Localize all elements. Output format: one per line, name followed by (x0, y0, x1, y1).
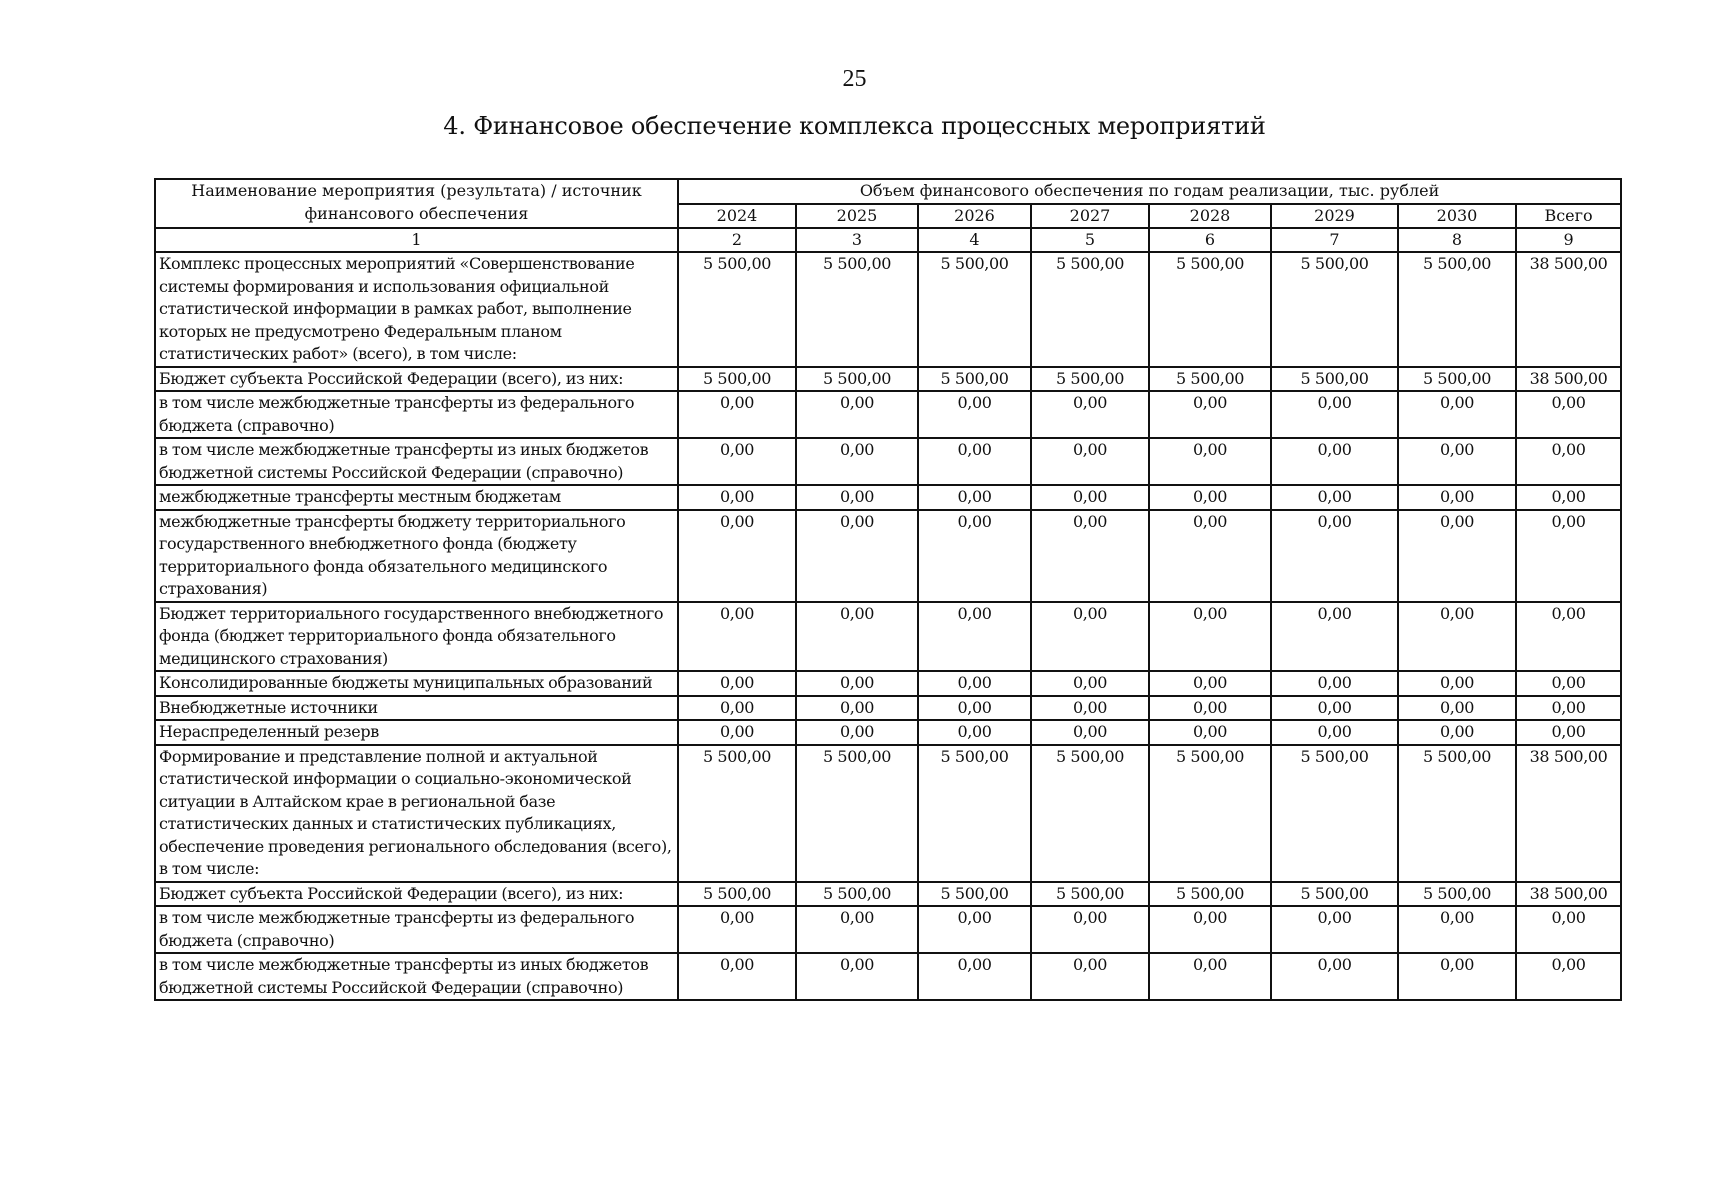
value-cell: 0,00 (678, 671, 796, 696)
table-body (155, 252, 1621, 1000)
header-row-column-numbers (155, 228, 1621, 252)
value-cell: 0,00 (1149, 696, 1271, 721)
value-cell: 5 500,00 (1271, 882, 1398, 907)
value-cell: 0,00 (1516, 953, 1621, 1000)
value-cell: 0,00 (918, 906, 1031, 953)
year-header: 2030 (1398, 204, 1516, 229)
value-cell: 5 500,00 (796, 252, 918, 367)
value-cell: 0,00 (1271, 696, 1398, 721)
value-cell: 0,00 (1516, 696, 1621, 721)
value-cell: 0,00 (678, 485, 796, 510)
value-cell: 5 500,00 (1398, 367, 1516, 392)
value-cell: 5 500,00 (1271, 252, 1398, 367)
column-number: 9 (1516, 228, 1621, 252)
value-cell: 38 500,00 (1516, 367, 1621, 392)
column-number: 2 (678, 228, 796, 252)
value-cell: 0,00 (1398, 485, 1516, 510)
value-cell: 0,00 (1271, 602, 1398, 672)
value-cell: 5 500,00 (918, 882, 1031, 907)
value-cell: 38 500,00 (1516, 252, 1621, 367)
value-cell: 0,00 (678, 953, 796, 1000)
table-row (155, 391, 1621, 438)
value-cell: 0,00 (796, 720, 918, 745)
table-row (155, 252, 1621, 367)
value-cell: 0,00 (1031, 602, 1149, 672)
value-cell: 0,00 (1149, 671, 1271, 696)
row-label: Бюджет территориального государственного внебюджетного фонда (бюджет территориального фонда обязательного медицинского страхования) (155, 602, 678, 672)
column-number: 6 (1149, 228, 1271, 252)
value-cell: 5 500,00 (1398, 252, 1516, 367)
value-cell: 0,00 (1516, 391, 1621, 438)
table-row (155, 882, 1621, 907)
column-number: 5 (1031, 228, 1149, 252)
row-label: в том числе межбюджетные трансферты из федерального бюджета (справочно) (155, 391, 678, 438)
value-cell: 0,00 (918, 438, 1031, 485)
year-header: 2024 (678, 204, 796, 229)
value-cell: 0,00 (1149, 391, 1271, 438)
value-cell: 0,00 (1398, 720, 1516, 745)
value-cell: 0,00 (678, 720, 796, 745)
value-cell: 0,00 (918, 602, 1031, 672)
name-column-header: Наименование мероприятия (результата) / источник финансового обеспечения (155, 179, 678, 228)
value-cell: 0,00 (1149, 602, 1271, 672)
value-cell: 5 500,00 (1031, 252, 1149, 367)
value-cell: 0,00 (796, 906, 918, 953)
row-label: в том числе межбюджетные трансферты из иных бюджетов бюджетной системы Российской Федерации (справочно) (155, 953, 678, 1000)
value-cell: 5 500,00 (1031, 745, 1149, 882)
row-label: Бюджет субъекта Российской Федерации (всего), из них: (155, 882, 678, 907)
value-cell: 5 500,00 (678, 367, 796, 392)
value-cell: 0,00 (1516, 485, 1621, 510)
value-cell: 0,00 (1149, 720, 1271, 745)
value-cell: 0,00 (1031, 953, 1149, 1000)
value-cell: 38 500,00 (1516, 882, 1621, 907)
value-cell: 0,00 (678, 510, 796, 602)
value-cell: 5 500,00 (796, 367, 918, 392)
financing-group-header: Объем финансового обеспечения по годам реализации, тыс. рублей (678, 179, 1621, 204)
year-header: 2027 (1031, 204, 1149, 229)
table-row (155, 953, 1621, 1000)
value-cell: 0,00 (1398, 510, 1516, 602)
row-label: в том числе межбюджетные трансферты из иных бюджетов бюджетной системы Российской Федерации (справочно) (155, 438, 678, 485)
value-cell: 0,00 (1031, 391, 1149, 438)
value-cell: 0,00 (1149, 510, 1271, 602)
header-row-1 (155, 179, 1621, 204)
value-cell: 0,00 (796, 696, 918, 721)
row-label: межбюджетные трансферты местным бюджетам (155, 485, 678, 510)
value-cell: 5 500,00 (678, 745, 796, 882)
row-label: Внебюджетные источники (155, 696, 678, 721)
value-cell: 5 500,00 (918, 252, 1031, 367)
value-cell: 0,00 (1271, 671, 1398, 696)
value-cell: 0,00 (678, 906, 796, 953)
value-cell: 0,00 (1271, 438, 1398, 485)
value-cell: 0,00 (918, 671, 1031, 696)
table-row (155, 510, 1621, 602)
value-cell: 38 500,00 (1516, 745, 1621, 882)
year-header: 2028 (1149, 204, 1271, 229)
value-cell: 0,00 (918, 510, 1031, 602)
column-number: 8 (1398, 228, 1516, 252)
value-cell: 0,00 (1149, 953, 1271, 1000)
value-cell: 0,00 (1149, 485, 1271, 510)
value-cell: 0,00 (1149, 438, 1271, 485)
value-cell: 0,00 (1516, 510, 1621, 602)
value-cell: 5 500,00 (1149, 252, 1271, 367)
page-number: 25 (842, 66, 867, 92)
value-cell: 0,00 (1031, 485, 1149, 510)
table-row (155, 671, 1621, 696)
value-cell: 0,00 (918, 696, 1031, 721)
value-cell: 5 500,00 (1398, 745, 1516, 882)
table-row (155, 906, 1621, 953)
year-header: Всего (1516, 204, 1621, 229)
value-cell: 5 500,00 (1271, 745, 1398, 882)
table-row (155, 720, 1621, 745)
table-row (155, 438, 1621, 485)
value-cell: 0,00 (918, 953, 1031, 1000)
row-label: Комплекс процессных мероприятий «Совершенствование системы формирования и использования официальной статистической информации в рамках работ, выполнение которых не предусмотрено Федеральным планом статистических работ» (всего), в том числе: (155, 252, 678, 367)
value-cell: 0,00 (796, 602, 918, 672)
value-cell: 5 500,00 (1149, 882, 1271, 907)
page-title: 4. Финансовое обеспечение комплекса процессных мероприятий (443, 112, 1266, 140)
value-cell: 0,00 (796, 671, 918, 696)
row-label: межбюджетные трансферты бюджету территориального государственного внебюджетного фонда (бюджету территориального фонда обязательного медицинского страхования) (155, 510, 678, 602)
value-cell: 5 500,00 (1271, 367, 1398, 392)
value-cell: 0,00 (1398, 391, 1516, 438)
table-row (155, 696, 1621, 721)
value-cell: 5 500,00 (918, 367, 1031, 392)
value-cell: 0,00 (918, 391, 1031, 438)
value-cell: 0,00 (1271, 485, 1398, 510)
value-cell: 0,00 (1398, 953, 1516, 1000)
value-cell: 0,00 (1398, 602, 1516, 672)
value-cell: 0,00 (1031, 720, 1149, 745)
value-cell: 5 500,00 (1031, 367, 1149, 392)
value-cell: 0,00 (678, 696, 796, 721)
table-row (155, 745, 1621, 882)
column-number: 3 (796, 228, 918, 252)
value-cell: 0,00 (1271, 953, 1398, 1000)
value-cell: 0,00 (1031, 696, 1149, 721)
year-header: 2025 (796, 204, 918, 229)
value-cell: 5 500,00 (1149, 745, 1271, 882)
value-cell: 5 500,00 (1398, 882, 1516, 907)
value-cell: 0,00 (796, 485, 918, 510)
row-label: в том числе межбюджетные трансферты из федерального бюджета (справочно) (155, 906, 678, 953)
value-cell: 0,00 (678, 438, 796, 485)
value-cell: 0,00 (796, 391, 918, 438)
value-cell: 5 500,00 (918, 745, 1031, 882)
value-cell: 0,00 (1516, 671, 1621, 696)
value-cell: 0,00 (1398, 438, 1516, 485)
value-cell: 0,00 (796, 438, 918, 485)
column-number: 7 (1271, 228, 1398, 252)
row-label: Формирование и представление полной и актуальной статистической информации о социально-экономической ситуации в Алтайском крае в региональной базе статистических данных и статистических публикациях, обеспечение проведения регионального обследования (всего), в том числе: (155, 745, 678, 882)
value-cell: 5 500,00 (678, 252, 796, 367)
value-cell: 0,00 (1149, 906, 1271, 953)
financial-table (154, 178, 1622, 1001)
value-cell: 5 500,00 (1031, 882, 1149, 907)
value-cell: 0,00 (678, 391, 796, 438)
value-cell: 0,00 (1516, 602, 1621, 672)
value-cell: 0,00 (1516, 720, 1621, 745)
table-row (155, 367, 1621, 392)
value-cell: 0,00 (1271, 510, 1398, 602)
value-cell: 0,00 (1271, 391, 1398, 438)
value-cell: 0,00 (1271, 906, 1398, 953)
value-cell: 5 500,00 (1149, 367, 1271, 392)
column-number: 4 (918, 228, 1031, 252)
value-cell: 0,00 (678, 602, 796, 672)
value-cell: 0,00 (1031, 671, 1149, 696)
value-cell: 5 500,00 (678, 882, 796, 907)
value-cell: 0,00 (1031, 510, 1149, 602)
row-label: Бюджет субъекта Российской Федерации (всего), из них: (155, 367, 678, 392)
value-cell: 0,00 (1398, 671, 1516, 696)
value-cell: 0,00 (918, 485, 1031, 510)
value-cell: 0,00 (1516, 906, 1621, 953)
value-cell: 0,00 (1031, 906, 1149, 953)
row-label: Нераспределенный резерв (155, 720, 678, 745)
value-cell: 0,00 (796, 953, 918, 1000)
row-label: Консолидированные бюджеты муниципальных образований (155, 671, 678, 696)
table-row (155, 485, 1621, 510)
value-cell: 0,00 (1271, 720, 1398, 745)
value-cell: 5 500,00 (796, 745, 918, 882)
table-row (155, 602, 1621, 672)
value-cell: 0,00 (1398, 906, 1516, 953)
value-cell: 0,00 (1031, 438, 1149, 485)
value-cell: 0,00 (1516, 438, 1621, 485)
year-header: 2026 (918, 204, 1031, 229)
column-number: 1 (155, 228, 678, 252)
year-header: 2029 (1271, 204, 1398, 229)
value-cell: 0,00 (918, 720, 1031, 745)
value-cell: 0,00 (1398, 696, 1516, 721)
value-cell: 5 500,00 (796, 882, 918, 907)
value-cell: 0,00 (796, 510, 918, 602)
